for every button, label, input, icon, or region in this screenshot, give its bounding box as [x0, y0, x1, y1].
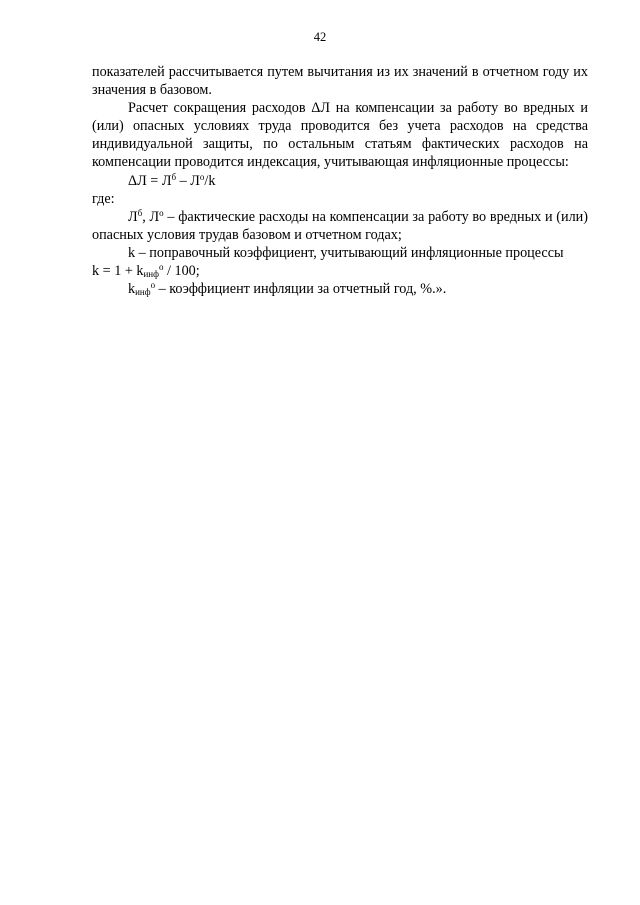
document-body: [92, 63, 588, 298]
formula-delta-minus: – Л: [176, 172, 200, 189]
definition-expenses-sup-a: б: [137, 207, 143, 218]
formula-delta-lhs: ΔЛ = Л: [128, 172, 172, 189]
formula-coefficient-sub: инф: [143, 269, 159, 280]
definition-expenses-text: – фактические расходы на компенсации за работу во вредных и (или) опасных условия трудав базовом и отчетном годах;: [92, 208, 588, 243]
formula-delta-tail: /k: [204, 172, 216, 189]
paragraph-calculation: Расчет сокращения расходов ΔЛ на компенсации за работу во вредных и (или) опасных условиях труда проводится без учета расходов на средства индивидуальной защиты, по остальным статьям фактических расходов на компенсации проводится индексация, учитывающая инфляционные процессы:: [92, 100, 588, 171]
paragraph-continuation: показателей рассчитывается путем вычитания из их значений в отчетном году их значения в базовом.: [92, 64, 588, 99]
definition-coefficient: k – поправочный коэффициент, учитывающий инфляционные процессы: [128, 244, 564, 261]
formula-delta: [92, 172, 588, 190]
definition-expenses-symbol-a: Л: [128, 208, 138, 225]
page-number: 42: [313, 30, 327, 44]
definition-inflation-start: k: [128, 281, 136, 298]
formula-coefficient: [92, 262, 588, 280]
definition-expenses-sup-b: о: [159, 207, 164, 218]
formula-coefficient-start: k = 1 + k: [92, 263, 144, 280]
definition-inflation-sub: инф: [135, 287, 151, 298]
formula-delta-sup-report: о: [199, 171, 205, 182]
definition-inflation-text: – коэффициент инфляции за отчетный год, %.».: [155, 281, 447, 298]
definition-expenses-sep: , Л: [142, 208, 160, 225]
where-label: где:: [92, 190, 115, 207]
formula-coefficient-sup: о: [158, 262, 164, 273]
formula-delta-sup-base: б: [171, 171, 177, 182]
definition-inflation: [92, 280, 588, 298]
definition-inflation-sup: о: [150, 280, 156, 291]
formula-coefficient-end: / 100;: [163, 263, 200, 280]
definition-expenses: [92, 208, 588, 244]
